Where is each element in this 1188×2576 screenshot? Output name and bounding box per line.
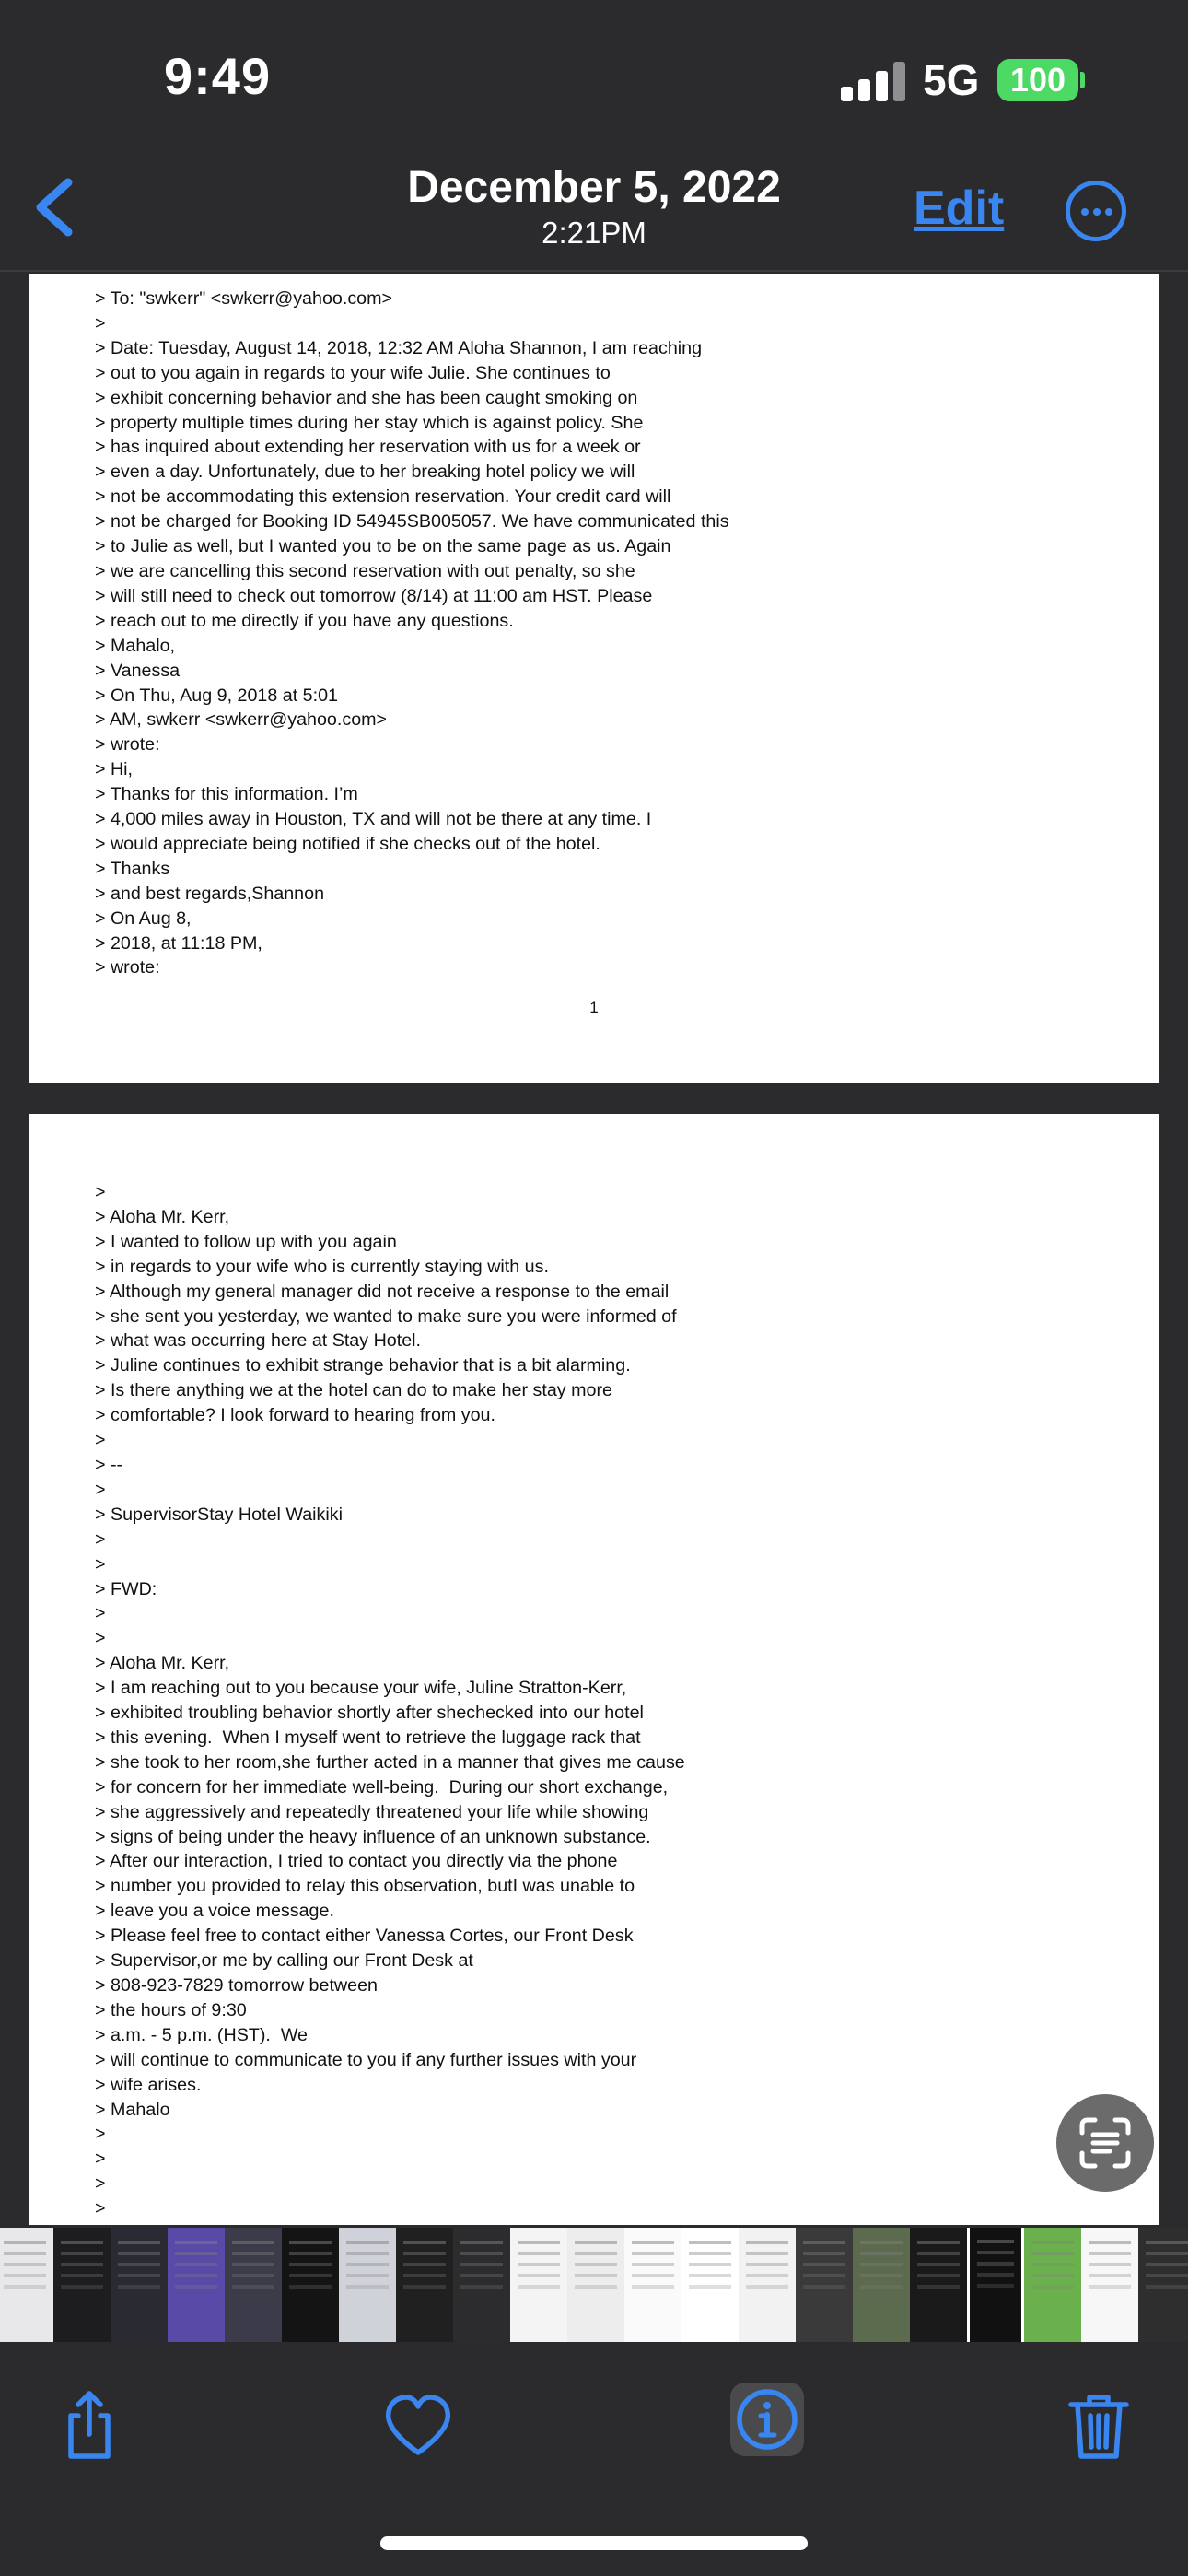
thumbnail[interactable] (967, 2228, 1024, 2342)
document-line: > 808-923-7829 tomorrow between (95, 1975, 378, 1996)
document-line: > Although my general manager did not receive a response to the email (95, 1281, 670, 1302)
document-line: > we are cancelling this second reservation with out penalty, so she (95, 560, 635, 581)
info-button[interactable] (730, 2383, 804, 2456)
document-line: > (95, 1182, 106, 1202)
favorite-button[interactable] (381, 2388, 455, 2462)
document-line: > AM, swkerr <swkerr@yahoo.com> (95, 709, 388, 731)
document-line: > wrote: (95, 957, 160, 978)
chevron-left-icon (28, 175, 83, 240)
status-bar (0, 0, 1188, 138)
document-line: > After our interaction, I tried to contact you directly via the phone (95, 1851, 618, 1872)
document-line: > Thanks for this information. I’m (95, 784, 358, 805)
battery-tip (1080, 72, 1085, 88)
live-text-icon (1056, 2094, 1154, 2192)
heart-icon (381, 2388, 455, 2462)
document-page-1 (29, 274, 1159, 1083)
document-line: > reach out to me directly if you have any questions. (95, 610, 514, 631)
document-line: > exhibit concerning behavior and she has been caught smoking on (95, 387, 638, 408)
document-line: > in regards to your wife who is currently staying with us. (95, 1256, 549, 1277)
document-line: > not be accommodating this extension reservation. Your credit card will (95, 486, 671, 508)
document-line: > will continue to communicate to you if any further issues with your (95, 2049, 637, 2070)
document-line: > (95, 1430, 106, 1451)
thumbnail[interactable] (624, 2228, 681, 2342)
thumbnail[interactable] (282, 2228, 339, 2342)
document-line: > leave you a voice message. (95, 1901, 334, 1922)
document-line: > (95, 1553, 106, 1575)
document-line: > comfortable? I look forward to hearing from you. (95, 1405, 495, 1426)
document-line: > I am reaching out to you because your wife, Juline Stratton-Kerr, (95, 1678, 627, 1699)
signal-icon (841, 61, 905, 101)
thumbnail[interactable] (111, 2228, 168, 2342)
document-viewer[interactable] (0, 274, 1188, 2225)
thumbnail[interactable] (168, 2228, 225, 2342)
share-button[interactable] (52, 2388, 126, 2462)
document-line: > property multiple times during her stay which is against policy. She (95, 412, 644, 433)
thumbnail[interactable] (1081, 2228, 1138, 2342)
document-line: > I wanted to follow up with you again (95, 1231, 397, 1252)
document-line: > Mahalo, (95, 635, 176, 656)
document-line: > what was occurring here at Stay Hotel. (95, 1330, 422, 1352)
home-indicator (380, 2536, 808, 2550)
document-line: > this evening. When I myself went to retrieve the luggage rack that (95, 1727, 641, 1748)
document-line: > wife arises. (95, 2074, 202, 2095)
document-line: > FWD: (95, 1578, 157, 1599)
document-line: > the hours of 9:30 (95, 1999, 247, 2020)
thumbnail[interactable] (796, 2228, 853, 2342)
document-line: > Vanessa (95, 660, 181, 681)
document-page-2 (29, 1114, 1159, 2225)
document-line: > to Julie as well, but I wanted you to be on the same page as us. Again (95, 536, 671, 557)
document-line: > Date: Tuesday, August 14, 2018, 12:32 AM Aloha Shannon, I am reaching (95, 337, 703, 358)
document-line: > Please feel free to contact either Vanessa Cortes, our Front Desk (95, 1926, 634, 1947)
thumbnail[interactable] (567, 2228, 624, 2342)
document-line: > exhibited troubling behavior shortly after shechecked into our hotel (95, 1703, 644, 1724)
thumbnail[interactable] (910, 2228, 967, 2342)
document-line: > SupervisorStay Hotel Waikiki (95, 1504, 343, 1525)
document-line: > Supervisor,or me by calling our Front Desk at (95, 1950, 473, 1972)
thumbnail[interactable] (225, 2228, 282, 2342)
nav-bar (0, 138, 1188, 272)
document-line: > (95, 2173, 106, 2195)
document-line: > -- (95, 1454, 123, 1475)
document-line: > Hi, (95, 759, 134, 780)
document-line: > will still need to check out tomorrow (8/14) at 11:00 am HST. Please (95, 585, 653, 606)
document-line: > Aloha Mr. Kerr, (95, 1653, 230, 1674)
network-type: 5G (923, 56, 980, 104)
nav-subtitle: 2:21PM (542, 216, 646, 250)
thumbnail[interactable] (681, 2228, 739, 2342)
document-line: > (95, 1603, 106, 1624)
document-line: > (95, 2124, 106, 2145)
page-number: 1 (589, 999, 599, 1016)
back-button[interactable] (28, 175, 83, 240)
document-line: > (95, 312, 106, 334)
document-line: > To: "swkerr" <swkerr@yahoo.com> (95, 288, 393, 309)
thumbnail[interactable] (739, 2228, 796, 2342)
document-line: > (95, 1528, 106, 1550)
document-line: > Mahalo (95, 2099, 170, 2120)
thumbnail[interactable] (853, 2228, 910, 2342)
document-line: > wrote: (95, 734, 160, 755)
document-line: > she took to her room,she further acted in a manner that gives me cause (95, 1751, 685, 1773)
live-text-button[interactable] (1056, 2094, 1154, 2192)
document-line: > not be charged for Booking ID 54945SB005057. We have communicated this (95, 511, 729, 533)
thumbnail[interactable] (0, 2228, 53, 2342)
battery-icon: 100 (997, 59, 1078, 101)
document-line: > Juline continues to exhibit strange behavior that is a bit alarming. (95, 1355, 631, 1376)
document-line: > 2018, at 11:18 PM, (95, 932, 262, 954)
document-line: > she aggressively and repeatedly threatened your life while showing (95, 1801, 649, 1822)
document-line: > even a day. Unfortunately, due to her breaking hotel policy we will (95, 462, 635, 483)
thumbnail[interactable] (453, 2228, 510, 2342)
document-line: > out to you again in regards to your wife Julie. She continues to (95, 362, 611, 383)
thumbnail[interactable] (339, 2228, 396, 2342)
thumbnail[interactable] (1024, 2228, 1081, 2342)
document-line: > 4,000 miles away in Houston, TX and will not be there at any time. I (95, 809, 652, 830)
document-line: > On Thu, Aug 9, 2018 at 5:01 (95, 685, 338, 706)
document-line: > and best regards,Shannon (95, 883, 325, 904)
thumbnail[interactable] (1138, 2228, 1188, 2342)
document-line: > number you provided to relay this observation, butI was unable to (95, 1876, 635, 1897)
thumbnail[interactable] (510, 2228, 567, 2342)
document-line: > signs of being under the heavy influence of an unknown substance. (95, 1826, 651, 1847)
document-line: > a.m. - 5 p.m. (HST). We (95, 2024, 309, 2045)
thumbnail[interactable] (396, 2228, 453, 2342)
nav-title: December 5, 2022 (407, 163, 781, 212)
page-1-text (95, 287, 729, 980)
document-line: > she sent you yesterday, we wanted to make sure you were informed of (95, 1306, 677, 1327)
document-line: > (95, 2149, 106, 2170)
trash-icon (1062, 2388, 1136, 2462)
thumbnail[interactable] (53, 2228, 111, 2342)
document-line: > Aloha Mr. Kerr, (95, 1206, 230, 1227)
thumbnail-strip[interactable] (0, 2228, 1188, 2342)
document-line: > (95, 2198, 106, 2219)
ellipsis-circle-icon (1081, 208, 1089, 216)
document-line: > has inquired about extending her reservation with us for a week or (95, 437, 641, 458)
more-button[interactable] (1066, 181, 1126, 241)
info-icon (730, 2383, 804, 2456)
share-icon (52, 2388, 126, 2462)
status-time: 9:49 (164, 47, 272, 105)
document-line: > (95, 1479, 106, 1500)
edit-button[interactable]: Edit (914, 181, 1005, 235)
document-line: > would appreciate being notified if she checks out of the hotel. (95, 833, 600, 854)
document-line: > Thanks (95, 858, 170, 879)
document-line: > (95, 1628, 106, 1649)
document-line: > for concern for her immediate well-being. During our short exchange, (95, 1776, 669, 1797)
document-line: > Is there anything we at the hotel can do to make her stay more (95, 1380, 612, 1401)
document-line: > On Aug 8, (95, 907, 192, 929)
page-2-text (95, 1180, 685, 2221)
delete-button[interactable] (1062, 2388, 1136, 2462)
